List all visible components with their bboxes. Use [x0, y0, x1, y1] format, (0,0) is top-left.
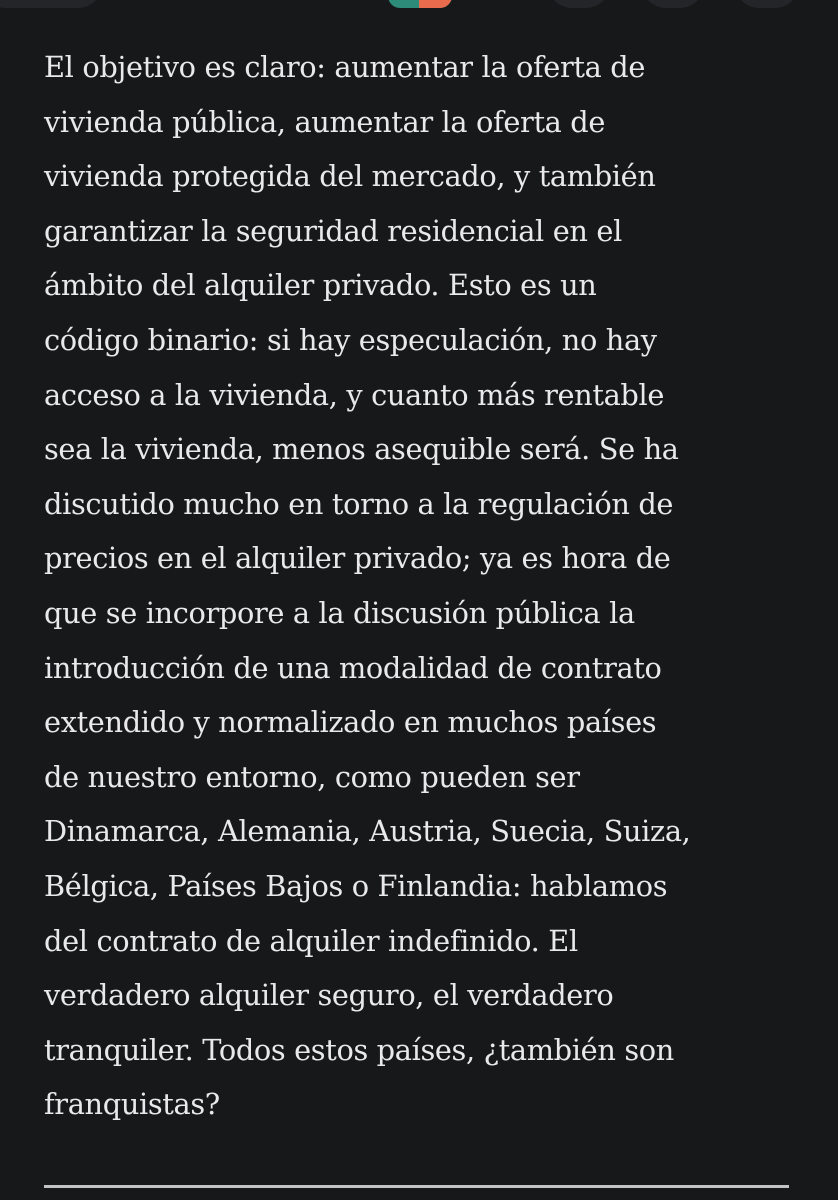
paragraph-line: Dinamarca, Alemania, Austria, Suecia, Suiza, [44, 814, 691, 849]
paragraph-line: sea la vivienda, menos asequible será. Se ha [44, 432, 679, 467]
paragraph-line: precios en el alquiler privado; ya es hora de [44, 541, 671, 576]
paragraph-line: verdadero alquiler seguro, el verdadero [44, 978, 614, 1013]
top-partial-toolbar [0, 0, 838, 12]
top-left-button-fragment[interactable] [0, 0, 102, 8]
paragraph-line: garantizar la seguridad residencial en el [44, 213, 622, 248]
paragraph-line: extendido y normalizado en muchos países [44, 705, 657, 740]
top-center-button-fragment[interactable] [548, 0, 610, 8]
paragraph-line: Bélgica, Países Bajos o Finlandia: hablamos [44, 868, 668, 903]
paragraph-line: tranquiler. Todos estos países, ¿también son [44, 1032, 674, 1067]
paragraph-line: acceso a la vivienda, y cuanto más rentable [44, 377, 665, 412]
app-icon-fragment[interactable] [388, 0, 452, 8]
top-right-button-fragment[interactable] [642, 0, 704, 8]
paragraph-line: discutido mucho en torno a la regulación de [44, 486, 674, 521]
top-far-right-button-fragment[interactable] [735, 0, 799, 8]
next-paragraph-cutoff [44, 1185, 804, 1200]
paragraph-line: del contrato de alquiler indefinido. El [44, 923, 578, 958]
paragraph-line: ámbito del alquiler privado. Esto es un [44, 268, 597, 303]
paragraph-line: introducción de una modalidad de contrato [44, 650, 662, 685]
paragraph-line: El objetivo es claro: aumentar la oferta de [44, 50, 646, 84]
paragraph-line: código binario: si hay especulación, no hay [44, 322, 657, 357]
paragraph-line: franquistas? [44, 1087, 220, 1122]
next-paragraph-tops [44, 1185, 789, 1200]
paragraph-line: que se incorpore a la discusión pública la [44, 595, 635, 630]
paragraph-line: vivienda protegida del mercado, y también [44, 159, 656, 194]
article-paragraph [44, 40, 804, 1132]
paragraph-line: vivienda pública, aumentar la oferta de [44, 104, 606, 139]
paragraph-line: de nuestro entorno, como pueden ser [44, 759, 580, 794]
